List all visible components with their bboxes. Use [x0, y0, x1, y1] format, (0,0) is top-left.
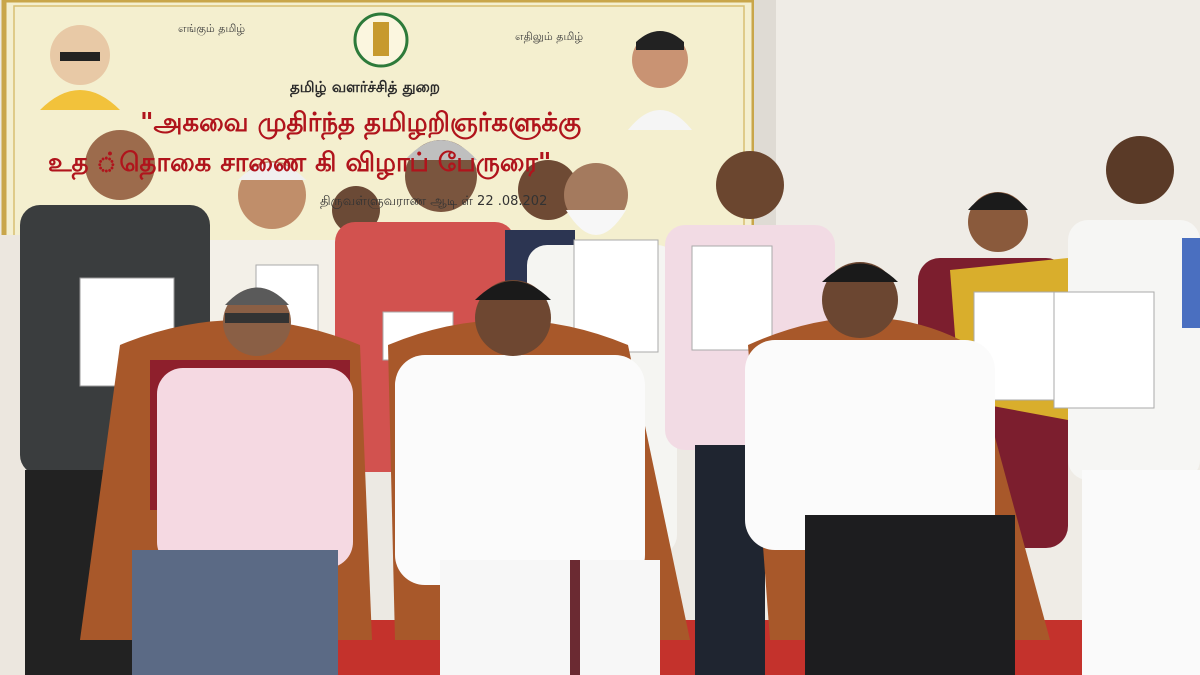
banner-title-line3: திருவள்ளுவராண ஆடி ள் 22 .08.202 — [320, 194, 548, 209]
document-5 — [692, 246, 772, 350]
person-seated-center — [395, 355, 645, 585]
person-seated-left — [157, 368, 353, 568]
document-7 — [1054, 292, 1154, 408]
banner-title-line2: உத ்தொகை சாணை கி விழாப் பேருரை" — [48, 148, 552, 178]
banner-department: தமிழ் வளர்ச்சித் துறை — [290, 78, 441, 96]
banner-right-tag: எதிலும் தமிழ் — [515, 30, 584, 43]
banner-title-line1: "அகவை முதிர்ந்த தமிழறிஞர்களுக்கு — [140, 108, 582, 138]
banner-left-tag: எங்கும் தமிழ் — [178, 22, 246, 35]
